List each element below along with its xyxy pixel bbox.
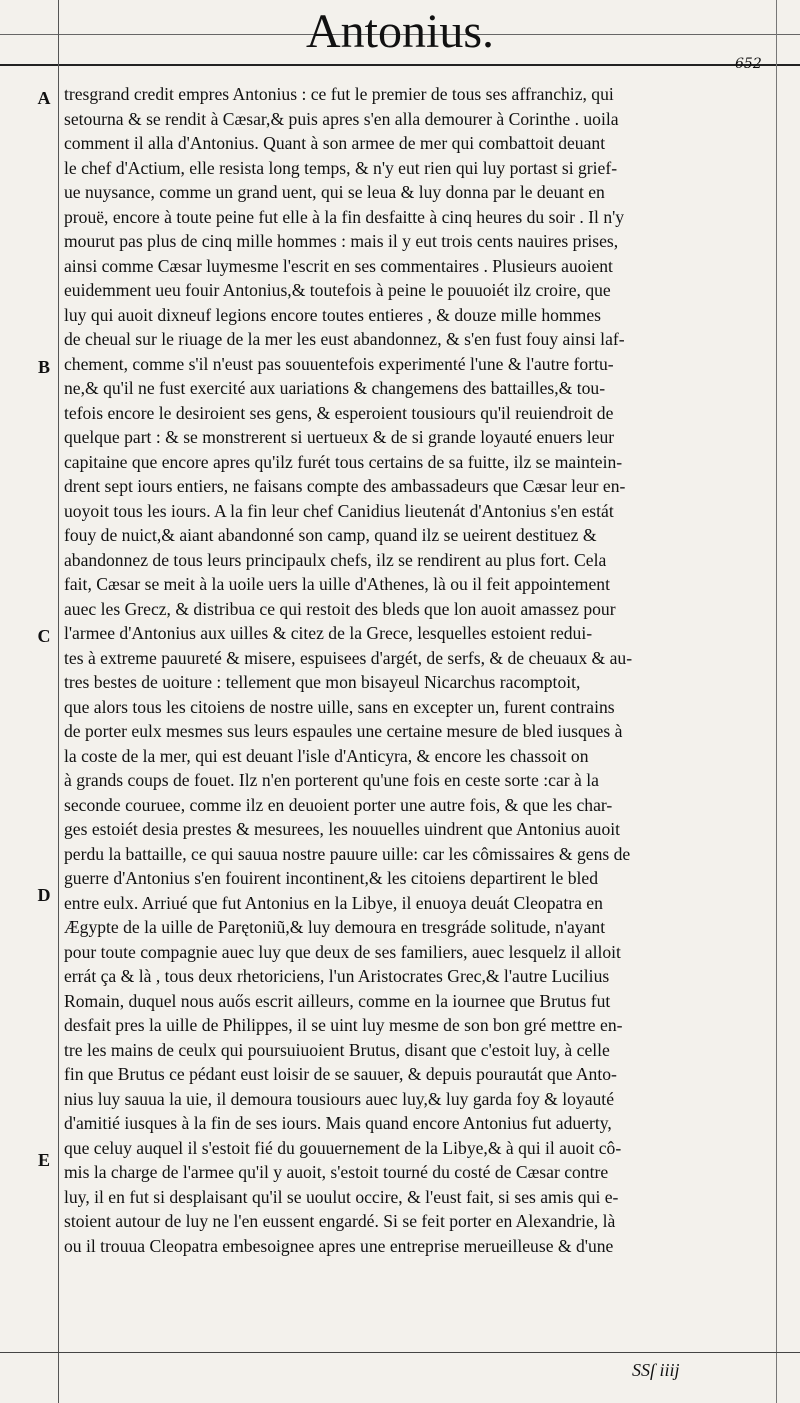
text-line: d'amitié iusques à la fin de ses iours. Mais quand encore Antonius fut aduerty, — [64, 1113, 612, 1133]
text-line: mis la charge de l'armee qu'il y auoit, s'estoit tourné du costé de Cæsar contre — [64, 1162, 609, 1182]
text-line: capitaine que encore apres qu'ilz furét tous certains de sa fuitte, ilz se maintein- — [64, 451, 623, 472]
text-line: tre les mains de ceulx qui poursuiuoient Brutus, disant que c'estoit luy, à celle — [64, 1039, 610, 1060]
text-line: abandonnez de tous leurs principaulx chefs, ilz se rendirent au plus fort. Cela — [64, 549, 607, 570]
text-line: Romain, duquel nous auős escrit ailleurs, comme en la iournee que Brutus fut — [64, 990, 611, 1011]
margin-marker-b: B — [37, 357, 50, 377]
text-line: Ægypte de la uille de Parętoniũ,& luy demoura en tresgráde solitude, n'ayant — [64, 917, 606, 937]
text-line: l'armee d'Antonius aux uilles & citez de la Grece, lesquelles estoient redui- — [64, 623, 593, 643]
margin-marker-d: D — [37, 885, 51, 905]
text-line: uoyoit tous les iours. A la fin leur chef Canidius lieutenát d'Antonius s'en estát — [64, 500, 614, 521]
text-line: à grands coups de fouet. Ilz n'en porterent qu'une fois en ceste sorte :car à la — [64, 770, 599, 790]
text-line: tres bestes de uoiture : tellement que mon bisayeul Nicarchus racomptoit, — [64, 672, 581, 692]
text-line: ges estoiét desia prestes & mesurees, les nouuelles uindrent que Antonius auoit — [64, 819, 621, 839]
text-line: nius luy sauua la uie, il demoura tousiours auec luy,& luy garda foy & loyauté — [64, 1088, 615, 1109]
text-line: prouë, encore à toute peine fut elle à la fin desfaitte à cinq heures du soir . Il n'y — [64, 206, 625, 227]
text-line: que alors tous les citoiens de nostre uille, sans en excepter un, furent contrains — [64, 696, 615, 717]
margin-marker-a: A — [37, 88, 51, 108]
text-line: fouy de nuict,& aiant abandonné son camp, quand ilz se ueirent destituez & — [64, 525, 597, 545]
signature-mark: SSſ iiij — [632, 1360, 680, 1380]
text-line: ne,& qu'il ne fust exercité aux uariations & changemens des battailles,& tou- — [64, 378, 606, 398]
text-line: le chef d'Actium, elle resista long temps, & n'y eut rien qui luy portast si grief- — [64, 157, 618, 178]
text-line: luy qui auoit dixneuf legions encore toutes entieres , & douze mille hommes — [64, 304, 601, 325]
body-text — [64, 82, 770, 1258]
text-line: pour toute compagnie auec luy que deux de ses familiers, auec lesquelz il alloit — [64, 941, 621, 962]
text-line: ainsi comme Cæsar luymesme l'escrit en ses commentaires . Plusieurs auoient — [64, 255, 613, 276]
text-line: la coste de la mer, qui est deuant l'isle d'Anticyra, & encore les chassoit on — [64, 745, 589, 766]
text-line: seconde couruee, comme ilz en deuoient porter une autre fois, & que les char- — [64, 794, 613, 815]
text-line: ue nuysance, comme un grand uent, qui se leua & luy donna par le deuant en — [64, 182, 605, 202]
text-line: drent sept iours entiers, ne faisans compte des ambassadeurs que Cæsar leur en- — [64, 476, 626, 496]
text-line: fait, Cæsar se meit à la uoile uers la uille d'Athenes, là ou il feit appointement — [64, 574, 610, 594]
text-line: de cheual sur le riuage de la mer les eust abandonnez, & s'en fust fouy ainsi laf- — [64, 329, 625, 349]
margin-marker-c: C — [37, 626, 51, 646]
text-line: tresgrand credit empres Antonius : ce fut le premier de tous ses affranchiz, qui — [64, 84, 614, 104]
text-line: stoient autour de luy ne l'en eussent engardé. Si se feit porter en Alexandrie, là — [64, 1211, 616, 1231]
right-margin-rule — [776, 0, 777, 1403]
running-title: Antonius. — [305, 5, 494, 58]
text-line: quelque part : & se monstrerent si uertueux & de si grande loyauté enuers leur — [64, 427, 615, 447]
text-line: entre eulx. Arriué que fut Antonius en la Libye, il enuoya deuát Cleopatra en — [64, 892, 603, 913]
margin-marker-e: E — [37, 1150, 50, 1170]
text-line: fin que Brutus ce pédant eust loisir de se sauuer, & depuis pourautát que Anto- — [64, 1064, 617, 1084]
text-line: desfait pres la uille de Philippes, il se uint luy mesme de son bon gré mettre en- — [64, 1015, 623, 1035]
text-line: perdu la battaille, ce qui sauua nostre pauure uille: car les cômissaires & gens de — [64, 843, 631, 864]
page-number: 652 — [735, 56, 762, 72]
text-line: errát ça & là , tous deux rhetoriciens, l'un Aristocrates Grec,& l'autre Lucilius — [64, 966, 610, 986]
header-rule — [0, 64, 800, 66]
text-line: ou il trouua Cleopatra embesoignee apres une entreprise merueilleuse & d'une — [64, 1235, 614, 1256]
text-line: tefois encore le desiroient ses gens, & esperoient tousiours qu'il reuiendroit de — [64, 402, 614, 423]
text-line: luy, il en fut si desplaisant qu'il se uoulut occire, & l'eust fait, si ses amis qui e- — [64, 1186, 619, 1207]
text-line: chement, comme s'il n'eust pas souuentefois experimenté l'une & l'autre fortu- — [64, 353, 614, 374]
bottom-rule — [0, 1352, 800, 1353]
text-line: que celuy auquel il s'estoit fié du gouuernement de la Libye,& à qui il auoit cô- — [64, 1137, 622, 1158]
text-line: setourna & se rendit à Cæsar,& puis apres s'en alla demourer à Corinthe . uoila — [64, 108, 619, 129]
text-line: de porter eulx mesmes sus leurs espaules une certaine mesure de bled iusques à — [64, 721, 623, 741]
text-line: euidemment ueu fouir Antonius,& toutefois à peine le pouuoiét ilz croire, que — [64, 280, 611, 300]
text-line: auec les Grecz, & distribua ce qui restoit des bleds que lon auoit amassez pour — [64, 598, 616, 619]
text-line: mourut pas plus de cinq mille hommes : mais il y eut trois cents nauires prises, — [64, 231, 619, 251]
text-line: comment il alla d'Antonius. Quant à son armee de mer qui combattoit deuant — [64, 133, 606, 153]
text-line: guerre d'Antonius s'en fouirent incontinent,& les citoiens departirent le bled — [64, 868, 599, 888]
left-margin-rule — [58, 0, 59, 1403]
text-line: tes à extreme pauureté & misere, espuisees d'argét, de serfs, & de cheuaux & au- — [64, 647, 633, 668]
